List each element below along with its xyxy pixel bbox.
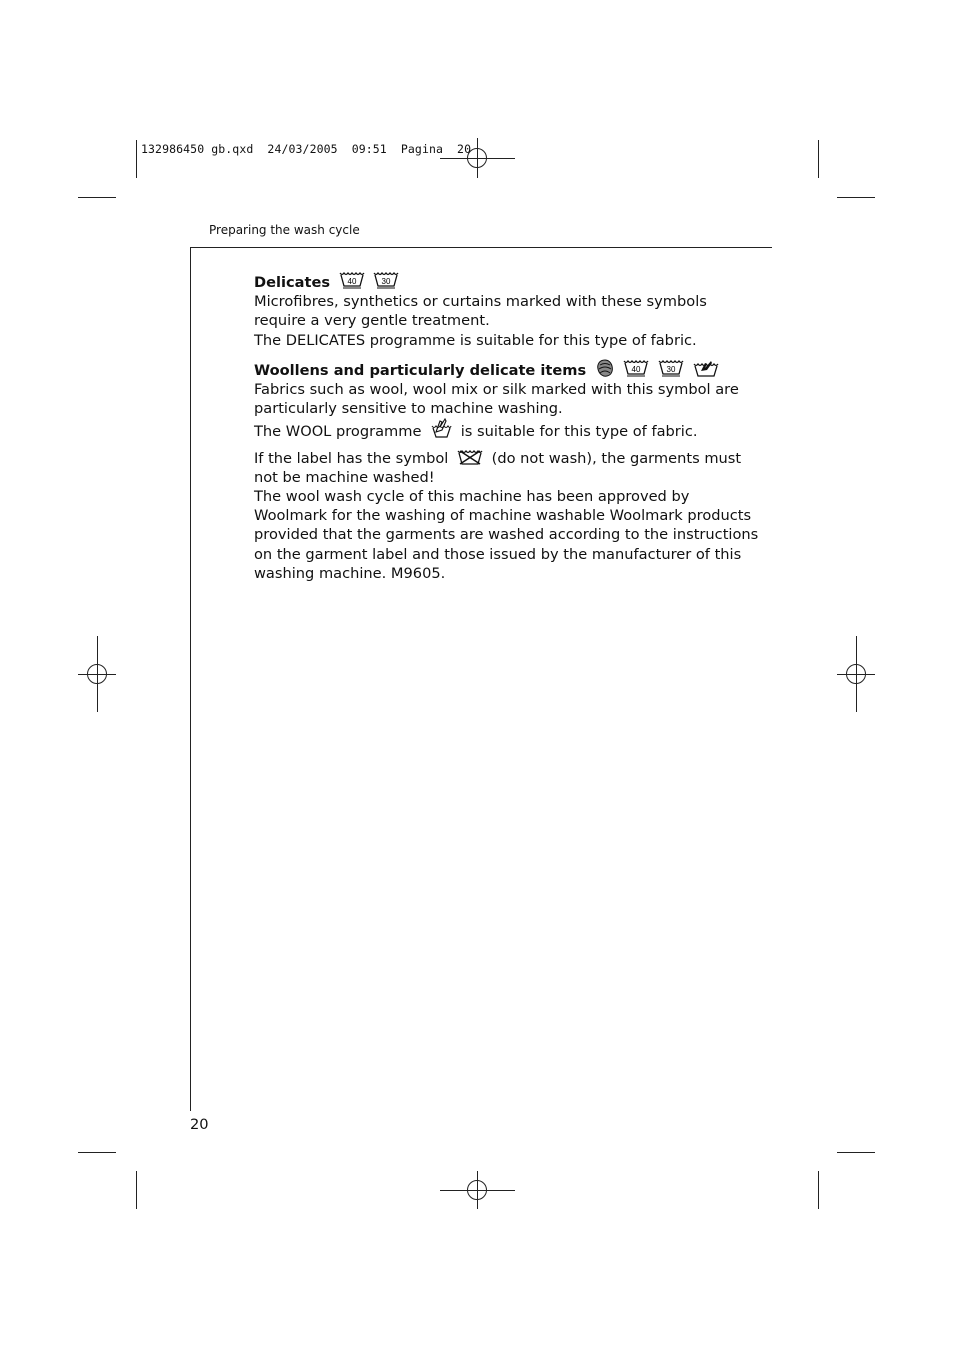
paragraph: Microfibres, synthetics or curtains marked with these symbols require a very gentle treatment. <box>254 293 707 330</box>
main-content <box>254 271 759 583</box>
paragraph: The DELICATES programme is suitable for this type of fabric. <box>254 331 697 349</box>
wash-temp-label: 40 <box>632 364 641 374</box>
paragraph: Fabrics such as wool, wool mix or silk marked with this symbol are particularly sensitive to machine washing. <box>254 381 739 418</box>
section-woollens <box>254 359 759 442</box>
crop-mark <box>136 1171 137 1209</box>
wash-tub-30-gentle-icon <box>373 271 399 290</box>
section-do-not-wash <box>254 449 759 583</box>
registration-circle <box>467 1180 487 1200</box>
wash-temp-label: 40 <box>347 277 357 286</box>
section-heading: Woollens and particularly delicate items <box>254 361 587 379</box>
print-slug: 132986450 gb.qxd 24/03/2005 09:51 Pagina 20 <box>141 142 472 156</box>
crop-mark <box>837 1152 875 1153</box>
hand-wash-icon <box>693 359 719 378</box>
wash-tub-40-icon <box>623 359 649 378</box>
paragraph-text: If the label has the symbol <box>254 449 449 467</box>
crop-mark <box>78 1152 116 1153</box>
wash-temp-label: 30 <box>666 364 676 374</box>
crop-mark <box>78 197 116 198</box>
wash-temp-label: 30 <box>381 277 391 286</box>
registration-circle <box>846 664 866 684</box>
wash-tub-30-icon <box>658 359 684 378</box>
crop-mark <box>818 140 819 178</box>
page-number: 20 <box>190 1116 209 1133</box>
wash-tub-40-gentle-icon <box>339 271 365 290</box>
section-heading: Delicates <box>254 274 331 291</box>
running-head: Preparing the wash cycle <box>209 223 360 237</box>
woolmark-icon <box>595 359 615 378</box>
header-rule <box>191 247 772 248</box>
wool-programme-icon <box>430 418 452 439</box>
section-delicates <box>254 271 759 350</box>
paragraph-text: (do not wash), the garments must not be machine washed! <box>254 449 742 486</box>
margin-rule <box>190 247 191 1111</box>
registration-circle <box>87 664 107 684</box>
paragraph: The wool wash cycle of this machine has been approved by Woolmark for the washing of machine washable Woolmark products provided that the garments are washed according to the instructions on the garment label and those issued by the manufacturer of this washing machine. M9605. <box>254 488 759 582</box>
crop-mark <box>818 1171 819 1209</box>
paragraph-text: is suitable for this type of fabric. <box>460 423 698 441</box>
crop-mark <box>136 140 137 178</box>
paragraph-text: The WOOL programme <box>254 423 422 441</box>
do-not-wash-icon <box>457 449 483 466</box>
crop-mark <box>837 197 875 198</box>
